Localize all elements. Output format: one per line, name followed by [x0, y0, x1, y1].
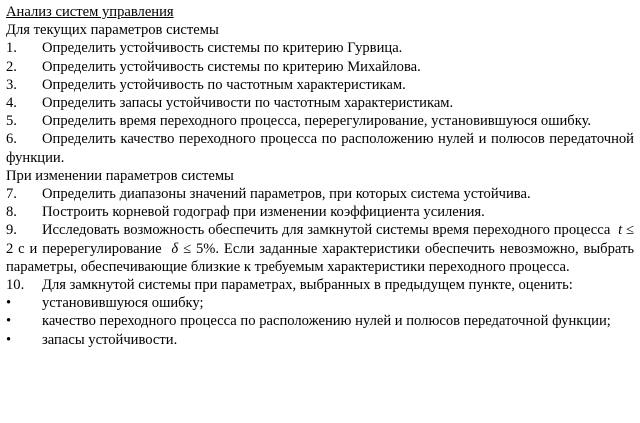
list-item-5 [6, 112, 634, 130]
bullet-icon: • [6, 313, 12, 330]
section-heading-current-params: Для текущих параметров системы [6, 22, 219, 39]
time-relation: ≤ 2 [6, 222, 634, 257]
document-title: Анализ систем управления [6, 4, 174, 20]
item-number: 9. [6, 222, 17, 239]
item-number: 1. [6, 40, 17, 57]
list-item-9 [6, 221, 634, 276]
item-text: Определить качество переходного процесса по расположению нулей и полюсов передаточной функции. [6, 131, 634, 166]
item-number: 6. [6, 131, 17, 148]
item-text: Построить корневой годограф при изменении коэффициента усиления. [42, 204, 485, 221]
list-item-3 [6, 76, 634, 94]
bullet-text: установившуюся ошибку; [42, 295, 204, 312]
item-number: 3. [6, 76, 17, 93]
item9-text-between: и перерегулирование [29, 240, 162, 257]
list-item-1 [6, 39, 634, 57]
item-text: Определить устойчивость системы по критерию Михайлова. [42, 58, 421, 75]
item-text: Определить запасы устойчивости по частотным характеристикам. [42, 95, 454, 112]
list-item-2 [6, 58, 634, 76]
item-number: 4. [6, 95, 17, 112]
time-symbol: t [618, 222, 623, 239]
bullet-text: качество переходного процесса по расположению нулей и полюсов передаточной функции; [42, 313, 611, 330]
item-text: Определить время переходного процесса, перерегулирование, установившуюся ошибку. [42, 113, 592, 130]
item-text: Определить устойчивость по частотным характеристикам. [42, 76, 406, 93]
item-number: 7. [6, 186, 17, 203]
list-item-8 [6, 203, 634, 221]
list-item-7 [6, 185, 634, 203]
delta-relation: ≤ 5%. [183, 240, 220, 257]
item9-text-before: Исследовать возможность обеспечить для замкнутой системы время переходного процесса [42, 222, 611, 239]
bullet-icon: • [6, 295, 12, 312]
item-text: Определить диапазоны значений параметров, при которых система устойчива. [42, 186, 531, 203]
item-number: 5. [6, 113, 17, 130]
bullet-text: запасы устойчивости. [42, 331, 178, 348]
time-unit: с [18, 240, 25, 257]
item-text: Определить устойчивость системы по критерию Гурвица. [42, 40, 403, 57]
item-number: 8. [6, 204, 17, 221]
bullet-item-1 [6, 294, 634, 312]
item9-text-after: Если заданные характеристики обеспечить невозможно, выбрать параметры, обеспечивающие близкие к требуемым характеристики переходного процесса. [6, 240, 635, 275]
list-item-4 [6, 94, 634, 112]
item-number: 2. [6, 58, 17, 75]
bullet-item-3 [6, 331, 634, 349]
section-heading-changing-params: При изменении параметров системы [6, 167, 234, 184]
item-number: 10. [6, 277, 25, 294]
delta-symbol: δ [171, 240, 179, 257]
bullet-icon: • [6, 331, 12, 348]
list-item-10 [6, 276, 634, 294]
list-item-6 [6, 130, 634, 166]
bullet-item-2 [6, 312, 634, 330]
item-text [6, 221, 634, 276]
item-text: Для замкнутой системы при параметрах, выбранных в предыдущем пункте, оценить: [42, 277, 573, 294]
